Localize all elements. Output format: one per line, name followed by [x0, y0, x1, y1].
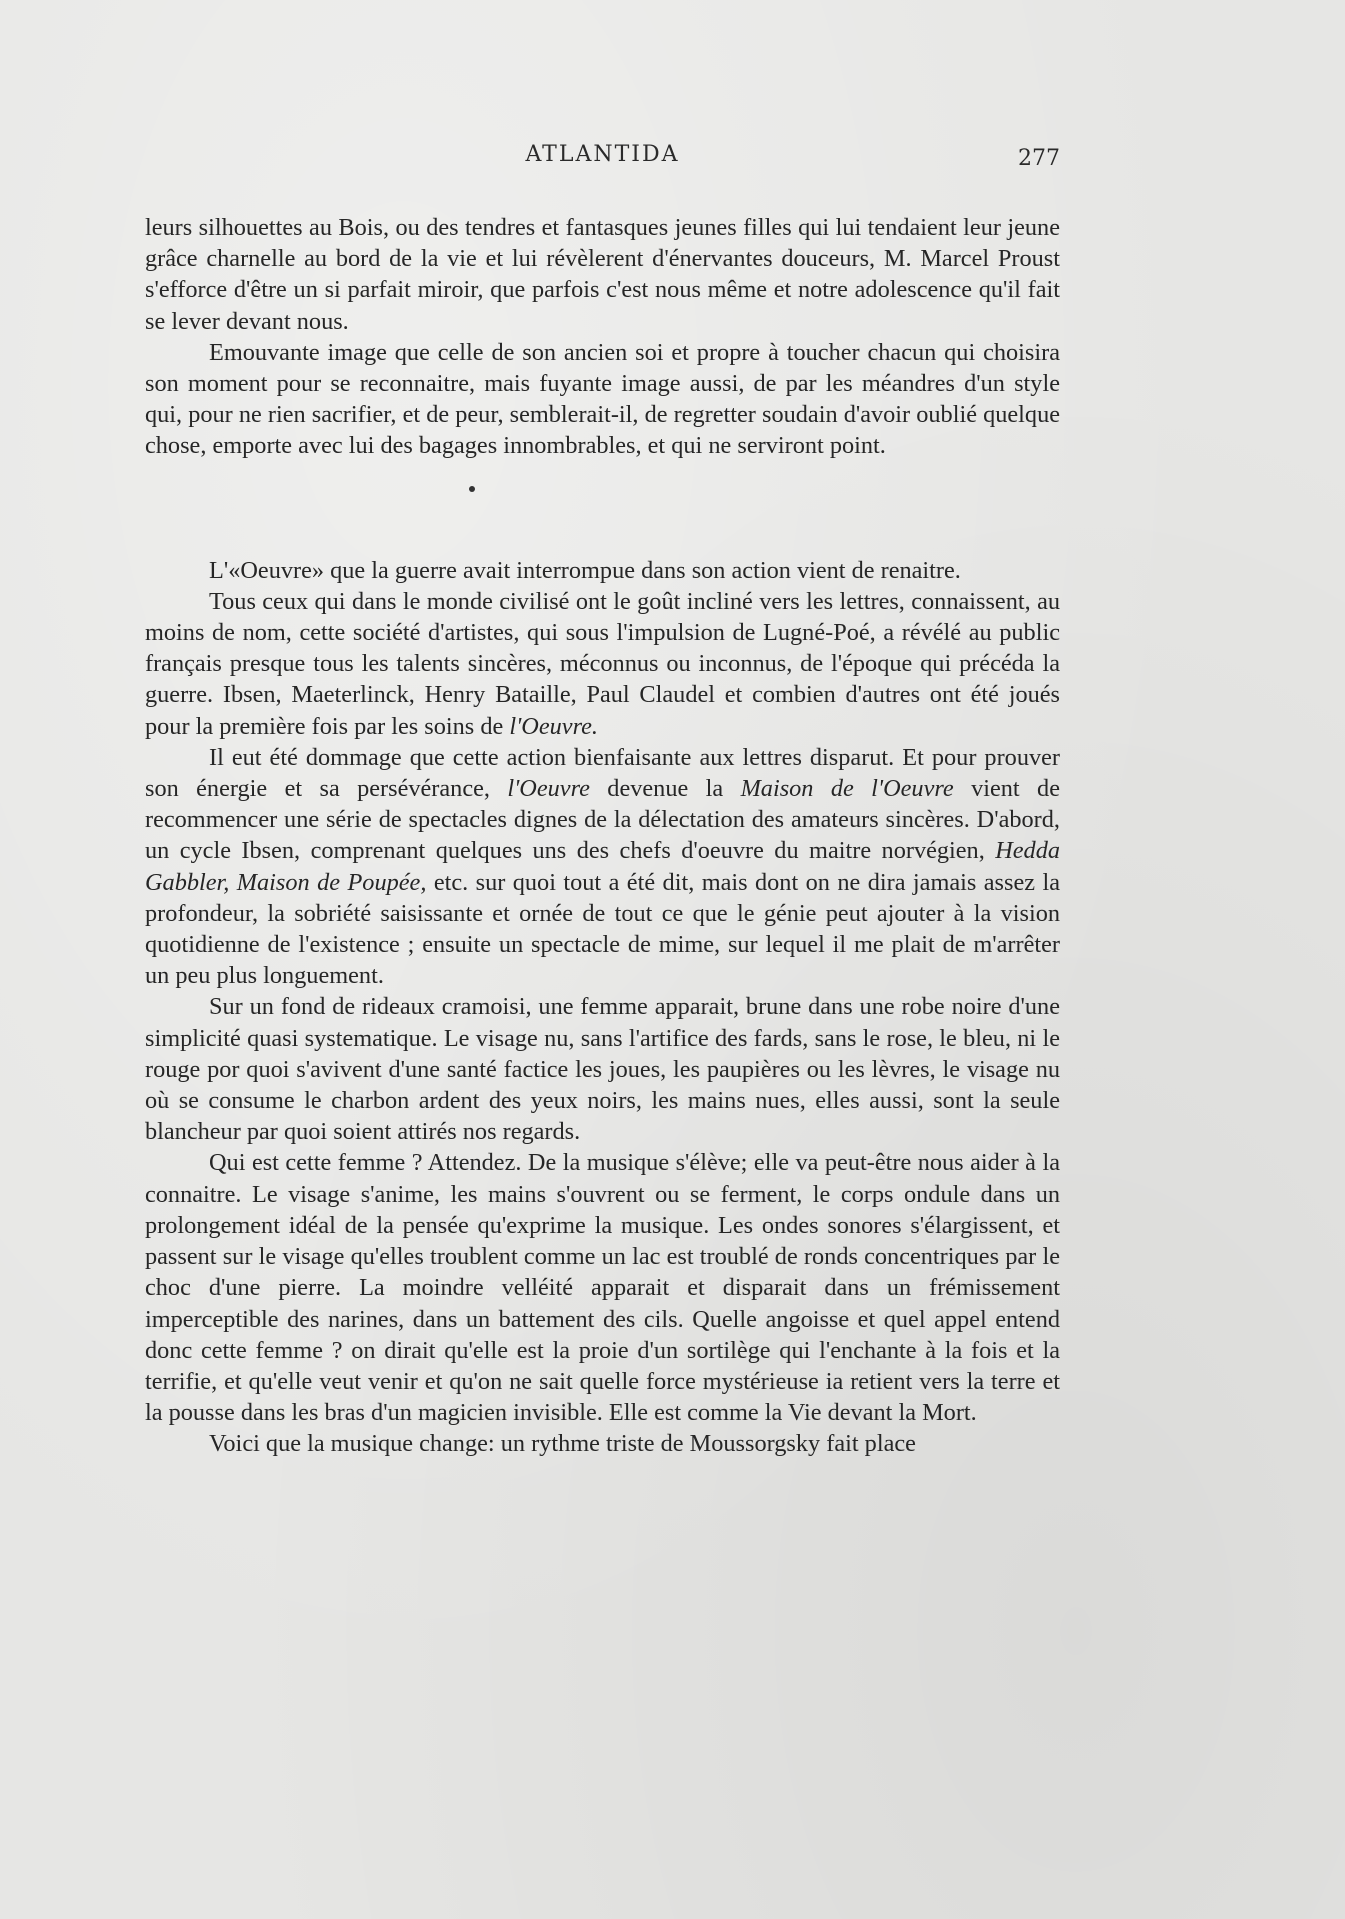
- paragraph-5-text-a: Il eut été dommage que cette action bienfaisante aux lettres disparut. Et pour prouver son énergie et sa persévérance,: [145, 743, 1060, 803]
- title-oeuvre: l'Oeuvre.: [509, 712, 598, 740]
- paragraph-5-text-c: vient de recommencer une série de spectacles dignes de la délectation des amateurs sincères. D'abord, un cycle Ibsen, comprenant quelques uns des chefs d'oeuvre du maitre norvégien,: [145, 775, 1060, 865]
- paragraph-3: L'«Oeuvre» que la guerre avait interrompue dans son action vient de renaitre.: [209, 556, 961, 584]
- article-body: [145, 212, 1060, 1460]
- paragraph-7: Qui est cette femme ? Attendez. De la musique s'élève; elle va peut-être nous aider à la connaitre. Le visage s'anime, les mains s'ouvrent ou se ferment, le corps ondule dans un prolongement idéal de la pensée qu'exprime la musique. Les ondes sonores s'élargissent, et passent sur le visage qu'elles troublent comme un lac est troublé de ronds concentriques par le choc d'une pierre. La moindre velléité apparait et disparait dans un frémissement imperceptible des narines, dans un battement des cils. Quelle angoisse et quel appel entend donc cette femme ? on dirait qu'elle est la proie d'un sortilège qui l'enchante à la fois et la terrifie, et qu'elle veut venir et qu'on ne sait quelle force mystérieuse ia retient vers la terre et la pousse dans les bras d'un magicien invisible. Elle est comme la Vie devant la Mort.: [145, 1149, 1060, 1427]
- separator-dot: [469, 486, 475, 492]
- section-separator: [145, 462, 1060, 555]
- page-number: 277: [1018, 146, 1060, 171]
- paragraph-2: Emouvante image que celle de son ancien soi et propre à toucher chacun qui choisira son moment pour se reconnaitre, mais fuyante image aussi, de par les méandres d'un style qui, pour ne rien sacrifier, et de peur, semblerait-il, de regretter soudain d'avoir oublié quelque chose, emporte avec lui des bagages innombrables, et qui ne serviront point.: [145, 338, 1060, 460]
- paragraph-1: leurs silhouettes au Bois, ou des tendres et fantasques jeunes filles qui lui tendaient leur jeune grâce charnelle au bord de la vie et lui révèlerent d'énervantes douceurs, M. Marcel Proust s'efforce d'être un si parfait miroir, que parfois c'est nous même et notre adolescence qu'il fait se lever devant nous.: [145, 214, 1060, 335]
- paragraph-5-text-d: etc. sur quoi tout a été dit, mais dont on ne dira jamais assez la profondeur, la sobriété saisissante et ornée de tout ce que le génie peut ajouter à la vision quotidienne de l'existence ; ensuite un spectacle de mime, sur lequel il me plait de m'arrêter un peu plus longuement.: [145, 868, 1060, 990]
- titles-ibsen-plays: Hedda Gabbler, Maison de Poupée,: [145, 837, 1060, 896]
- running-title: ATLANTIDA: [525, 142, 680, 167]
- title-maison-oeuvre: Maison de l'Oeuvre: [740, 775, 954, 803]
- page-header: [145, 142, 1060, 178]
- paragraph-4-text: Tous ceux qui dans le monde civilisé ont le goût incliné vers les lettres, connaissent, au moins de nom, cette société d'artistes, qui sous l'impulsion de Lugné-Poé, a révélé au public français presque tous les talents sincères, méconnus ou inconnus, de l'époque qui précéda la guerre. Ibsen, Maeterlinck, Henry Bataille, Paul Claudel et combien d'autres ont été joués pour la première fois par les soins de: [145, 587, 1060, 740]
- paragraph-5: [145, 742, 1060, 992]
- paragraph-5-text-b: devenue la: [589, 775, 741, 803]
- paragraph-8: Voici que la musique change: un rythme triste de Moussorgsky fait place: [209, 1430, 916, 1458]
- paragraph-4: [145, 586, 1060, 742]
- paragraph-6: Sur un fond de rideaux cramoisi, une femme apparait, brune dans une robe noire d'une simplicité quasi systematique. Le visage nu, sans l'artifice des fards, sans le rose, le bleu, ni le rouge por quoi s'avivent d'une santé factice les joues, les paupières ou les lèvres, le visage nu où se consume le charbon ardent des yeux noirs, les mains nues, elles aussi, sont la seule blancheur par quoi soient attirés nos regards.: [145, 993, 1060, 1146]
- title-oeuvre-2: l'Oeuvre: [507, 775, 590, 803]
